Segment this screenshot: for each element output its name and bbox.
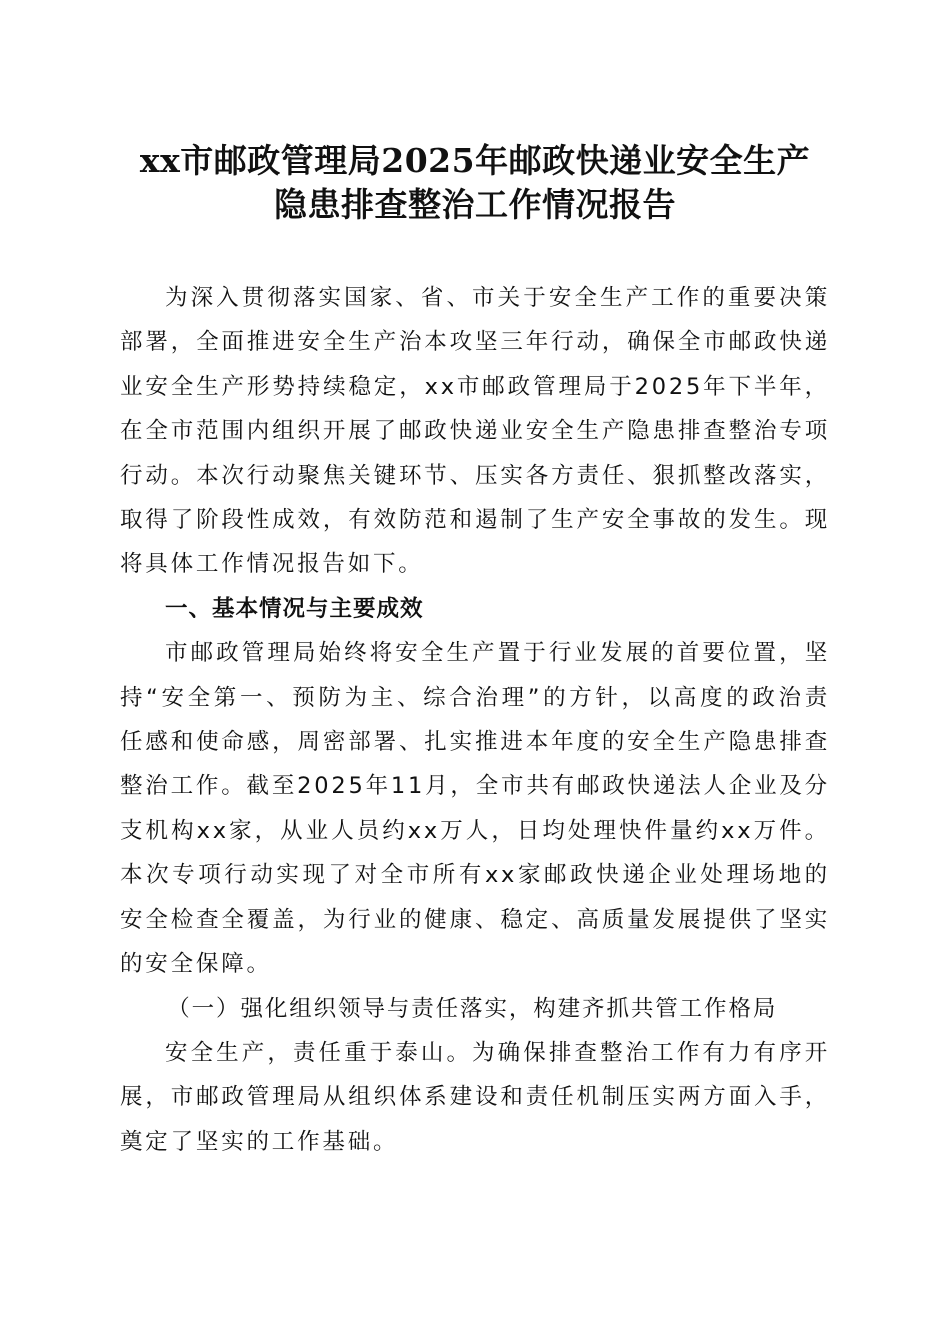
subsection-1-paragraph: 安全生产，责任重于泰山。为确保排查整治工作有力有序开展，市邮政管理局从组织体系建设和责任机制压实两方面入手，奠定了坚实的工作基础。 xyxy=(120,1039,830,1155)
document-title-line-2: 隐患排查整治工作情况报告 xyxy=(274,185,676,224)
subsection-heading-1: （一）强化组织领导与责任落实，构建齐抓共管工作格局 xyxy=(167,995,778,1022)
document-body xyxy=(120,276,830,1164)
section-heading-1: 一、基本情况与主要成效 xyxy=(165,595,424,622)
document-title-line-1: xx市邮政管理局2025年邮政快递业安全生产 xyxy=(139,141,811,180)
section-1-paragraph: 市邮政管理局始终将安全生产置于行业发展的首要位置，坚持“安全第一、预防为主、综合治理”的方针，以高度的政治责任感和使命感，周密部署、扎实推进本年度的安全生产隐患排查整治工作。截至2025年11月，全市共有邮政快递法人企业及分支机构xx家，从业人员约xx万人，日均处理快件量约xx万件。本次专项行动实现了对全市所有xx家邮政快递企业处理场地的安全检查全覆盖，为行业的健康、稳定、高质量发展提供了坚实的安全保障。 xyxy=(120,640,830,978)
intro-paragraph: 为深入贯彻落实国家、省、市关于安全生产工作的重要决策部署，全面推进安全生产治本攻坚三年行动，确保全市邮政快递业安全生产形势持续稳定，xx市邮政管理局于2025年下半年，在全市范围内组织开展了邮政快递业安全生产隐患排查整治专项行动。本次行动聚焦关键环节、压实各方责任、狠抓整改落实，取得了阶段性成效，有效防范和遏制了生产安全事故的发生。现将具体工作情况报告如下。 xyxy=(120,285,830,578)
